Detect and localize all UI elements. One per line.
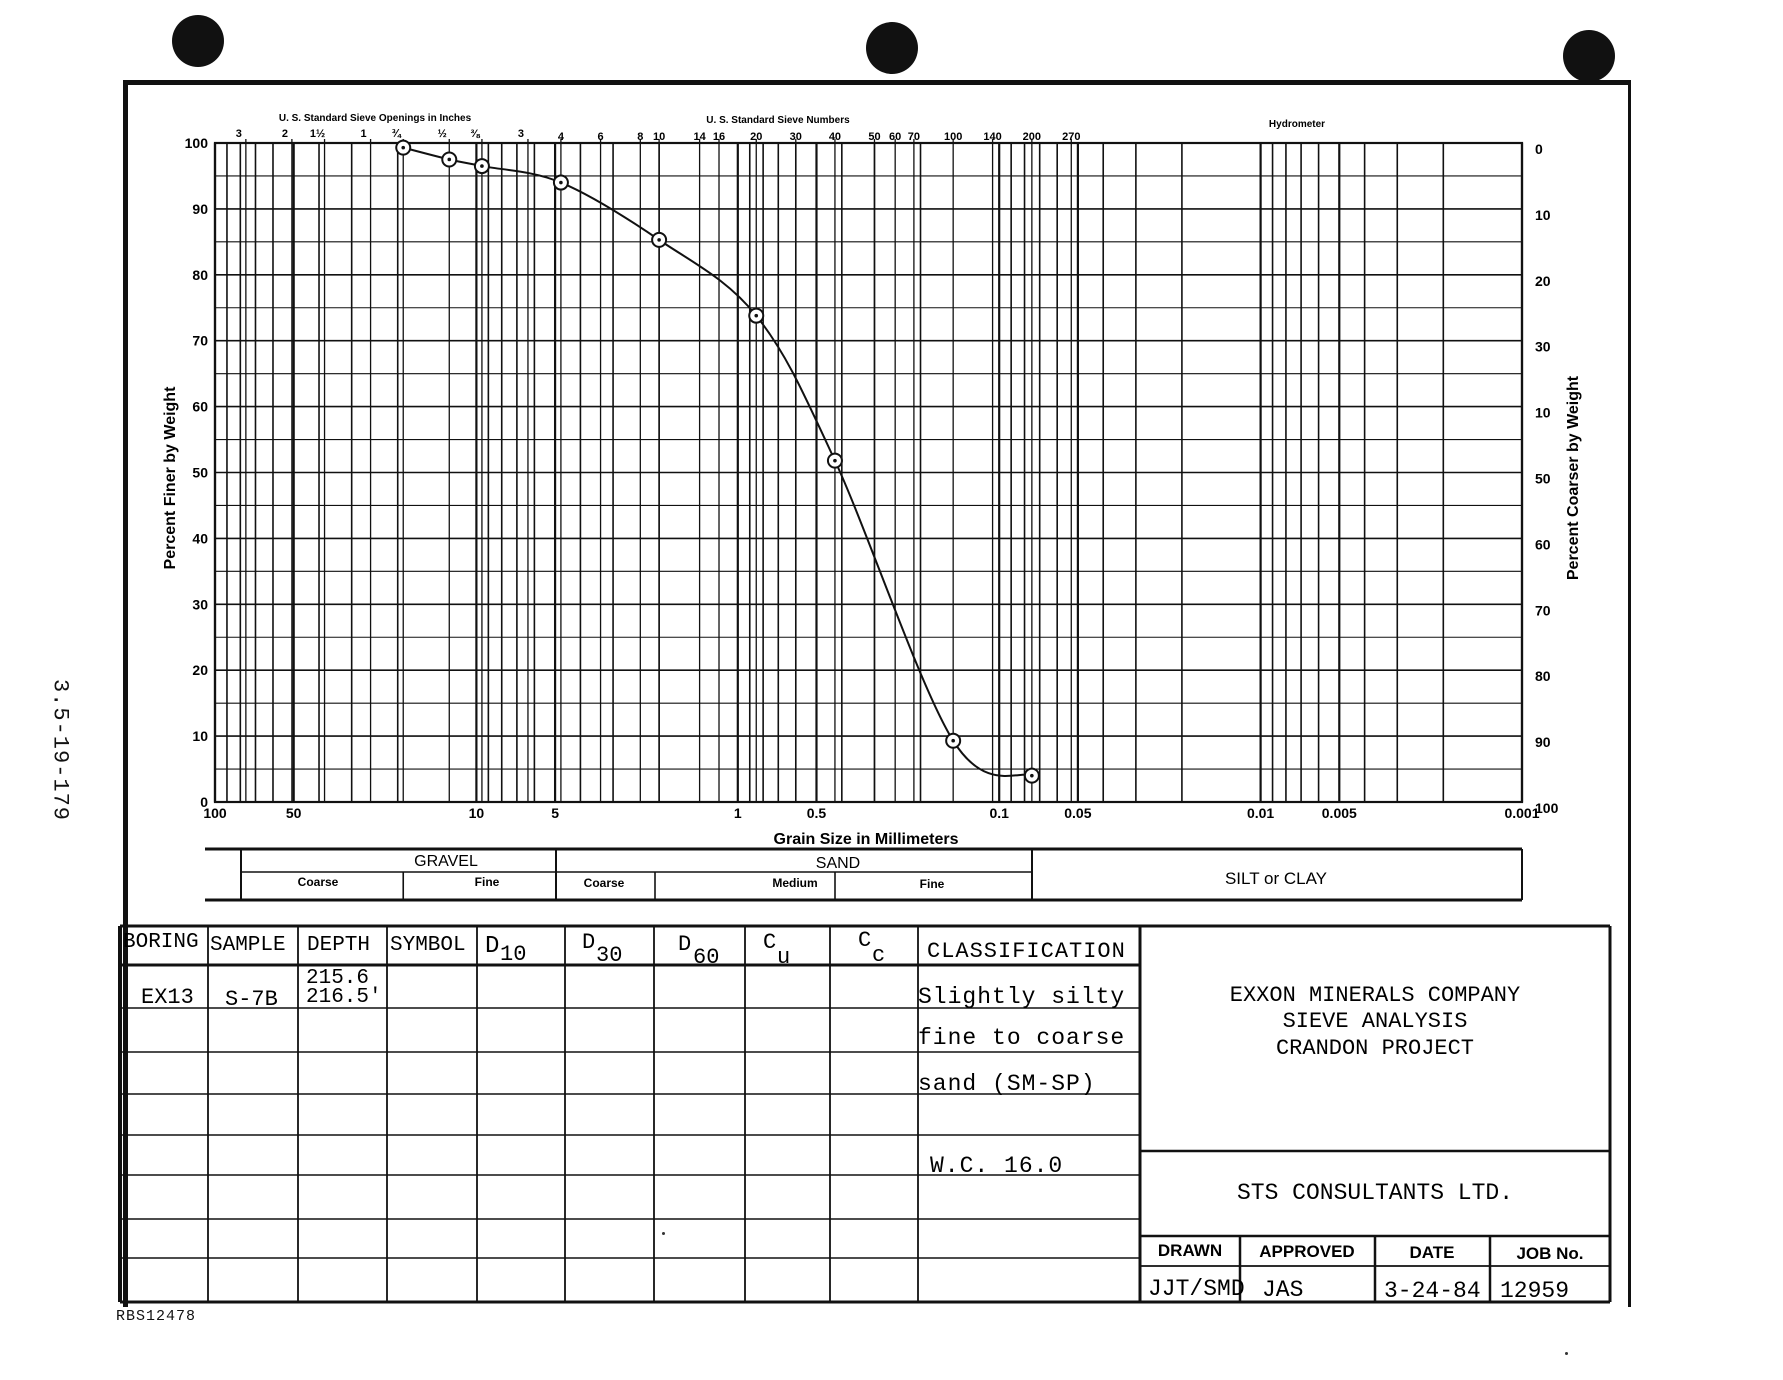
title-report: SIEVE ANALYSIS	[1282, 1009, 1468, 1034]
y-left-tick-label: 60	[192, 398, 208, 415]
speck	[1565, 1352, 1568, 1355]
header-d10-sub: 10	[500, 942, 527, 967]
class-sand-fine: Fine	[919, 877, 945, 891]
class-sand-medium: Medium	[772, 876, 818, 890]
sieve-number-label: 10	[652, 131, 666, 143]
y-right-tick-label: 70	[1535, 602, 1551, 619]
header-symbol: SYMBOL	[390, 934, 466, 957]
sieve-number-label: 30	[789, 131, 802, 143]
header-depth: DEPTH	[307, 934, 371, 957]
value-job: 12959	[1500, 1278, 1570, 1304]
chart-axes	[162, 113, 1582, 848]
x-tick-label: 50	[285, 805, 302, 821]
cell-depth-bottom: 216.5'	[306, 986, 382, 1009]
class-gravel-fine: Fine	[474, 875, 500, 889]
y-axis-label: Percent Finer by Weight	[162, 386, 179, 570]
value-drawn: JJT/SMD	[1148, 1276, 1245, 1302]
sieve-number-label: 6	[597, 131, 604, 143]
cell-boring: EX13	[141, 985, 194, 1010]
sieve-number-label: 200	[1022, 131, 1042, 143]
header-d60-sub: 60	[693, 945, 720, 970]
header-cu: C	[763, 930, 777, 955]
sieve-number-label: 40	[828, 131, 842, 143]
data-point-dot	[447, 158, 451, 162]
header-d30-sub: 30	[596, 943, 623, 968]
title-company: EXXON MINERALS COMPANY	[1229, 983, 1521, 1008]
data-point-dot	[833, 459, 837, 463]
cell-water-content: W.C. 16.0	[930, 1153, 1064, 1179]
cell-sample: S-7B	[225, 987, 278, 1012]
cell-classification-line: Slightly silty	[918, 984, 1126, 1010]
header-sample: SAMPLE	[210, 934, 286, 957]
label-date: DATE	[1409, 1243, 1455, 1262]
y2-axis-label: Percent Coarser by Weight	[1565, 375, 1582, 581]
sieve-number-label: 60	[889, 131, 902, 143]
value-approved: JAS	[1262, 1277, 1304, 1303]
y-left-tick-label: 90	[192, 200, 208, 217]
data-point-dot	[754, 314, 758, 318]
data-point-dot	[480, 164, 484, 168]
sieve-number-label: 140	[983, 131, 1002, 143]
cell-classification-line: sand (SM-SP)	[918, 1071, 1096, 1097]
sieve-inch-label: ½	[437, 128, 447, 140]
label-drawn: DRAWN	[1157, 1241, 1223, 1260]
class-sand-coarse: Coarse	[583, 876, 625, 890]
sieve-inch-label: 3	[235, 128, 242, 140]
data-point-dot	[559, 181, 563, 185]
side-code-text: 3.5-19-179	[47, 678, 73, 822]
x-tick-label: 0.005	[1321, 805, 1357, 821]
data-table	[120, 926, 1610, 1304]
y-right-tick-label: 10	[1535, 404, 1551, 421]
y-left-tick-label: 0	[200, 794, 208, 810]
top-axis-title-sieve: U. S. Standard Sieve Numbers	[706, 115, 850, 126]
y-right-tick-label: 20	[1535, 272, 1551, 289]
sieve-number-label: 50	[868, 131, 881, 143]
title-consultant: STS CONSULTANTS LTD.	[1236, 1180, 1514, 1206]
class-gravel: GRAVEL	[414, 853, 478, 870]
y-left-tick-label: 100	[184, 135, 208, 151]
sieve-number-label: 20	[750, 131, 763, 143]
class-sand: SAND	[815, 855, 861, 872]
sieve-inch-label: ⅜	[470, 128, 480, 140]
header-d10: D	[485, 933, 500, 960]
y-left-tick-label: 30	[192, 596, 208, 613]
y-right-tick-label: 80	[1535, 668, 1551, 685]
x-tick-label: 0.05	[1064, 805, 1092, 821]
sieve-number-label: 16	[712, 131, 726, 143]
header-d30: D	[582, 930, 596, 955]
header-cc-sub: c	[872, 943, 886, 968]
y-left-tick-label: 50	[192, 464, 208, 481]
y-right-tick-label: 10	[1535, 206, 1551, 223]
sieve-inch-label: 1	[360, 128, 367, 140]
data-point-dot	[1030, 774, 1034, 778]
y-right-tick-label: 50	[1535, 470, 1551, 487]
classification-bar	[205, 849, 1522, 900]
sieve-number-label: 100	[943, 131, 963, 143]
label-approved: APPROVED	[1259, 1242, 1355, 1261]
x-axis-label: Grain Size in Millimeters	[773, 831, 959, 848]
x-tick-label: 10	[468, 805, 485, 821]
x-tick-label: 0.001	[1504, 805, 1540, 821]
header-boring: BORING	[123, 931, 199, 954]
label-job: JOB No.	[1516, 1244, 1584, 1263]
x-tick-label: 0.5	[806, 805, 827, 821]
sieve-number-label: 70	[907, 131, 921, 143]
cell-depth-top: 215.6	[306, 967, 370, 990]
y-left-tick-label: 10	[192, 728, 208, 745]
y-right-tick-label: 60	[1535, 536, 1551, 553]
y-left-tick-label: 40	[192, 530, 208, 547]
value-date: 3-24-84	[1384, 1278, 1481, 1304]
sieve-inch-label: 1½	[309, 128, 326, 140]
x-tick-label: 1	[733, 805, 742, 821]
y-right-tick-label: 0	[1535, 141, 1543, 157]
y-left-tick-label: 20	[192, 662, 208, 679]
footer-code: RBS12478	[116, 1308, 197, 1325]
header-cu-sub: u	[777, 945, 791, 970]
x-tick-label: 0.01	[1246, 805, 1275, 821]
y-left-tick-label: 80	[192, 266, 208, 283]
x-tick-label: 5	[551, 805, 559, 821]
data-point-dot	[951, 739, 955, 743]
gradation-curve	[396, 141, 1039, 783]
data-point-dot	[401, 146, 405, 150]
title-project: CRANDON PROJECT	[1275, 1036, 1475, 1061]
top-axis-title-inches: U. S. Standard Sieve Openings in Inches	[278, 113, 472, 124]
sieve-inch-label: ¾	[391, 128, 401, 140]
sieve-number-label: 4	[557, 131, 564, 143]
x-tick-label: 0.1	[989, 805, 1009, 821]
header-cc: C	[858, 928, 872, 953]
speck	[662, 1232, 665, 1235]
x-tick-label: 100	[203, 805, 227, 821]
y-right-tick-label: 30	[1535, 338, 1551, 355]
sieve-number-label: 8	[637, 131, 644, 143]
top-axis-title-hydrometer: Hydrometer	[1268, 119, 1326, 130]
class-gravel-coarse: Coarse	[297, 875, 339, 889]
data-point-dot	[657, 238, 661, 242]
class-silt-clay: SILT or CLAY	[1224, 869, 1328, 888]
sieve-number-label: 14	[693, 131, 706, 143]
y-left-tick-label: 70	[192, 332, 208, 349]
header-classification: CLASSIFICATION	[927, 939, 1126, 964]
y-right-tick-label: 90	[1535, 734, 1551, 751]
sieve-inch-label: 2	[281, 128, 288, 140]
header-d60: D	[678, 932, 692, 957]
y-right-tick-label: 100	[1535, 800, 1559, 816]
chart-grid	[215, 139, 1522, 802]
sieve-number-label: 270	[1062, 131, 1081, 143]
sieve-inch-label: 3	[517, 128, 525, 140]
cell-classification-line: fine to coarse	[918, 1025, 1126, 1051]
